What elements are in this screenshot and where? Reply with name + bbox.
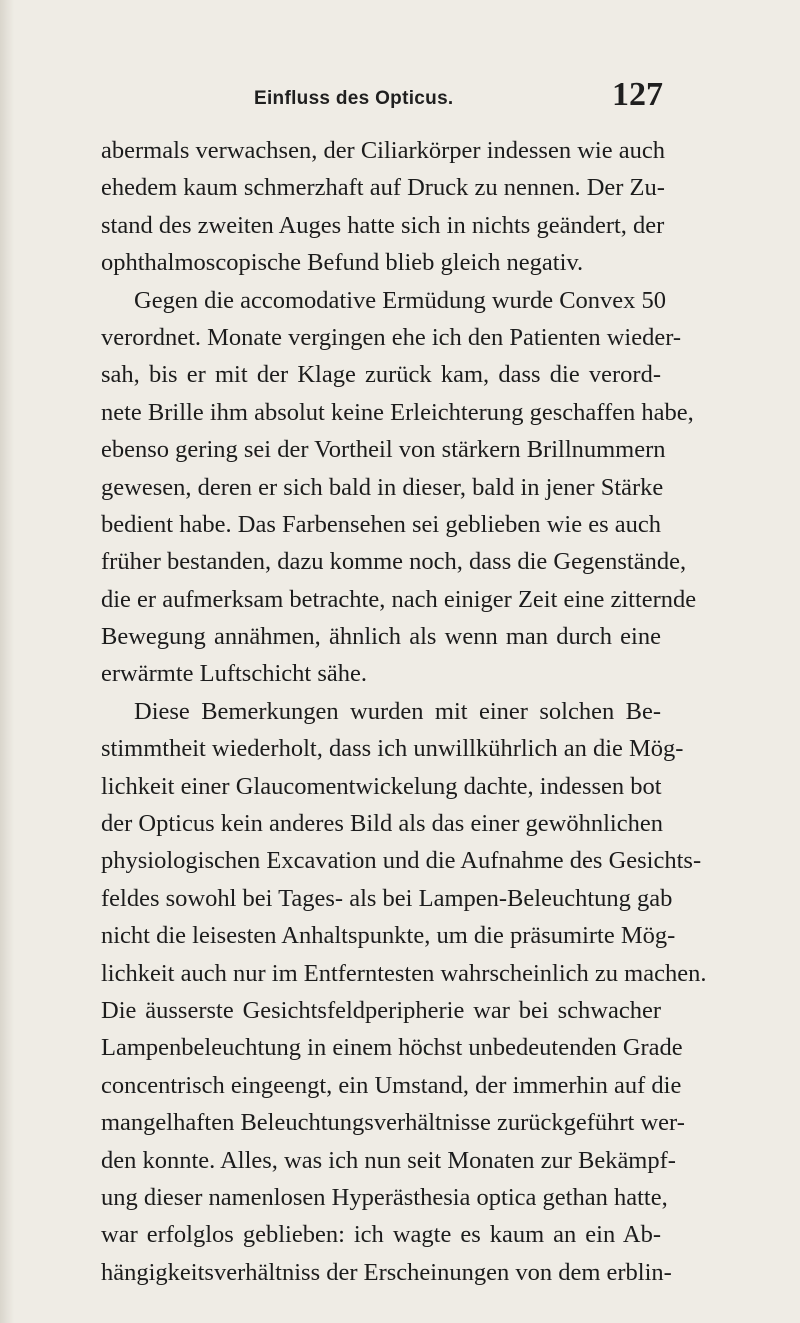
text-line: ebenso gering sei der Vortheil von stärkern Brillnummern: [101, 436, 666, 464]
text-line: lichkeit auch nur im Entferntesten wahrscheinlich zu machen.: [101, 959, 707, 987]
text-line: ehedem kaum schmerzhaft auf Druck zu nennen. Der Zu-: [101, 174, 665, 202]
page-edge-shadow: [0, 0, 14, 1323]
text-line: nete Brille ihm absolut keine Erleichterung geschaffen habe,: [101, 398, 694, 426]
text-line: nicht die leisesten Anhaltspunkte, um die präsumirte Mög-: [101, 922, 676, 950]
page-number: 127: [612, 76, 663, 113]
text-line: Lampenbeleuchtung in einem höchst unbedeutenden Grade: [101, 1034, 683, 1062]
text-line: stimmtheit wiederholt, dass ich unwillkührlich an die Mög-: [101, 735, 684, 763]
text-line: war erfolglos geblieben: ich wagte es kaum an ein Ab-: [101, 1221, 661, 1249]
running-header: [0, 76, 800, 120]
text-line: stand des zweiten Auges hatte sich in nichts geändert, der: [101, 211, 665, 239]
text-line: sah, bis er mit der Klage zurück kam, dass die verord-: [101, 361, 661, 389]
text-line: feldes sowohl bei Tages- als bei Lampen-Beleuchtung gab: [101, 884, 673, 912]
text-line: hängigkeitsverhältniss der Erscheinungen von dem erblin-: [101, 1258, 672, 1286]
text-line: früher bestanden, dazu komme noch, dass die Gegenstände,: [101, 548, 687, 576]
text-line: abermals verwachsen, der Ciliarkörper indessen wie auch: [101, 137, 665, 164]
text-line: Bewegung annähmen, ähnlich als wenn man durch eine: [101, 623, 661, 651]
text-line: der Opticus kein anderes Bild als das einer gewöhnlichen: [101, 810, 663, 838]
running-title: Einfluss des Opticus.: [254, 88, 454, 109]
text-line: bedient habe. Das Farbensehen sei geblieben wie es auch: [101, 510, 661, 538]
text-line: lichkeit einer Glaucomentwickelung dachte, indessen bot: [101, 772, 662, 800]
text-line: gewesen, deren er sich bald in dieser, bald in jener Stärke: [101, 473, 664, 501]
text-line: mangelhaften Beleuchtungsverhältnisse zurückgeführt wer-: [101, 1109, 685, 1137]
body-text: [101, 132, 707, 1291]
text-line: den konnte. Alles, was ich nun seit Monaten zur Bekämpf-: [101, 1146, 676, 1174]
text-line: die er aufmerksam betrachte, nach einiger Zeit eine zitternde: [101, 585, 697, 613]
text-line: erwärmte Luftschicht sähe.: [101, 660, 367, 688]
text-line: ophthalmoscopische Befund blieb gleich negativ.: [101, 249, 584, 277]
text-line: physiologischen Excavation und die Aufnahme des Gesichts-: [101, 847, 702, 875]
text-line: verordnet. Monate vergingen ehe ich den Patienten wieder-: [101, 323, 682, 351]
text-line: concentrisch eingeengt, ein Umstand, der immerhin auf die: [101, 1071, 682, 1099]
text-line: Gegen die accomodative Ermüdung wurde Convex 50: [134, 286, 667, 314]
text-line: Die äusserste Gesichtsfeldperipherie war bei schwacher: [101, 996, 661, 1024]
text-line: Diese Bemerkungen wurden mit einer solchen Be-: [134, 697, 661, 725]
text-line: ung dieser namenlosen Hyperästhesia optica gethan hatte,: [101, 1183, 668, 1211]
